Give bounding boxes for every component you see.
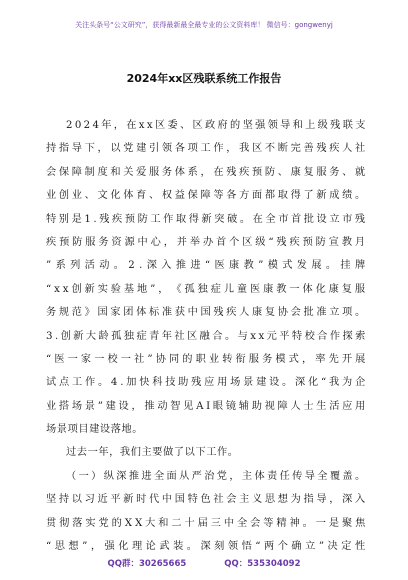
body-line: 特 别 是 1 . 残 疾 预 防 工 作 取 得 新 突 破 。 在 全 市 首 批 设 立 市 残 (46, 213, 366, 225)
body-line: “ 思 想 ” ， 强 化 理 论 武 装 。 深 刻 领 悟 “ 两 个 确 立 ” 决 定 性 (46, 541, 366, 553)
document-title: 2024年xx区残联系统工作报告 (126, 72, 282, 85)
body-line: 试 点 工 作 。 4 . 加 快 科 技 助 残 应 用 场 景 建 设 。 深 化 “ 我 为 企 (46, 377, 366, 389)
body-line: “ x x 创 新 实 验 基 地 ” ， 《 孤 独 症 儿 童 医 康 教 一 体 化 康 复 服 (46, 283, 366, 295)
document-body (46, 114, 366, 558)
body-line: 场景项目建设落地。 (46, 424, 144, 436)
body-line: 坚 持 以 习 近 平 新 时 代 中 国 特 色 社 会 主 义 思 想 为 指 导 ， 深 入 (46, 494, 366, 506)
footer-contact (0, 558, 408, 570)
body-line: 2 0 2 4 年 ， 在 x x 区 委 、 区 政 府 的 坚 强 领 导 和 上 级 残 联 支 (66, 120, 366, 131)
footer-qq-group: QQ群：30265665 (107, 559, 187, 569)
body-line: 持 指 导 下 ， 以 党 建 引 领 各 项 工 作 ， 我 区 不 断 完 善 残 疾 人 社 (46, 143, 366, 155)
body-line: 疾 预 防 服 务 资 源 中 心 ， 并 举 办 首 个 区 级 “ 残 疾 预 防 宣 教 月 (46, 236, 366, 248)
body-line: 贯 彻 落 实 党 的 X X 大 和 二 十 届 三 中 全 会 等 精 神 。 一 是 聚 焦 (46, 517, 366, 529)
promo-banner: 关注头条号“公文研究”，获得最新最全最专业的公文资料库！ 微信号：gongwenyj (75, 21, 333, 29)
body-line: 会 保 障 制 度 和 关 爱 服 务 体 系 ， 在 残 疾 预 防 、 康 复 服 务 、 就 (46, 166, 366, 178)
footer-qq: QQ：535304092 (224, 559, 301, 569)
body-line: 3 . 创 新 大 龄 孤 独 症 青 年 社 区 融 合 。 与 x x 元 平 特 校 合 作 探 索 (46, 330, 366, 342)
body-line: “ 医 一 家 一 校 一 社 ” 协 同 的 职 业 转 衔 服 务 模 式 ， 率 先 开 展 (46, 353, 366, 365)
body-line: 务 规 范 》 国 家 团 体 标 准 获 中 国 残 疾 人 康 复 协 会 批 准 立 项 。 (46, 307, 366, 319)
body-line: 过去一年，我们主要做了以下工作。 (66, 447, 239, 459)
body-line: 业 搭 场 景 ” 建 设 ， 推 动 智 见 A I 眼 镜 辅 助 视 障 人 士 生 活 应 用 (46, 400, 366, 412)
body-line: （ 一 ） 纵 深 推 进 全 面 从 严 治 党 ， 主 体 责 任 传 导 全 覆 盖 。 (66, 470, 366, 482)
body-line: 业 创 业 、 文 化 体 育 、 权 益 保 障 等 各 方 面 都 取 得 了 新 成 绩 。 (46, 190, 366, 202)
body-line: ” 系 列 活 动 。 2 . 深 入 推 进 “ 医 康 教 ” 模 式 发 展 。 挂 牌 (46, 260, 366, 272)
